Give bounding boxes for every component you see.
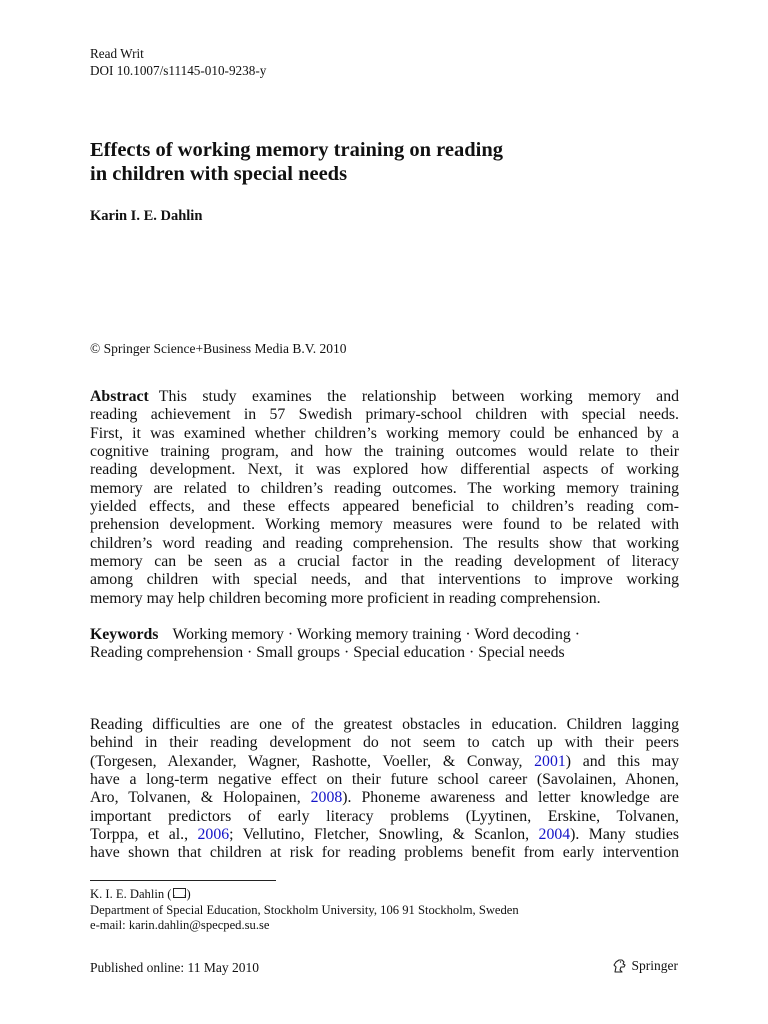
abstract-line [90,388,679,406]
body-text: ). Many studies [570,826,679,844]
keywords-line [90,626,679,644]
footnote-email: e-mail: karin.dahlin@specped.su.se [90,918,270,932]
keywords [90,626,679,663]
abstract-line: prehension development. Working memory measures were found to be related with [90,516,679,534]
keywords-label: Keywords [90,626,159,643]
journal-name: Read Writ [90,46,144,61]
footnote-author [90,887,519,903]
body-line: Reading difficulties are one of the greatest obstacles in education. Children lagging [90,716,679,733]
abstract-text: This study examines the relationship between working memory and [158,388,679,405]
abstract-label: Abstract [90,388,149,405]
copyright-notice: © Springer Science+Business Media B.V. 2010 [90,341,347,356]
abstract-line: reading development. Next, it was explored how differential aspects of working [90,461,679,479]
body-line: behind in their reading development do not seem to catch up with their peers [90,734,679,752]
footnote-divider [90,880,276,881]
abstract-line: memory may help children becoming more proficient in reading comprehension. [90,589,601,607]
title-line-1: Effects of working memory training on reading [90,139,504,161]
body-line: have a long-term negative effect on their future school career (Savolainen, Ahonen, [90,771,679,789]
keywords-line: Reading comprehension · Small groups · Special education · Special needs [90,644,565,662]
abstract-line: reading achievement in 57 Swedish primary-school children with special needs. [90,406,679,424]
body-line: important predictors of early literacy problems (Lyytinen, Erskine, Tolvanen, [90,807,679,825]
doi: DOI 10.1007/s11145-010-9238-y [90,62,267,78]
body-text: Torppa, et al., [90,826,198,844]
envelope-icon [173,888,186,898]
body-line [90,753,679,771]
citation-link[interactable]: 2004 [538,826,571,844]
body-line: have shown that children at risk for reading problems benefit from early intervention [90,844,679,862]
footnote-affiliation: Department of Special Education, Stockholm University, 106 91 Stockholm, Sweden [90,902,519,917]
body-text: (Torgesen, Alexander, Wagner, Rashotte, Voeller, & Conway, [90,752,535,770]
publisher-logo [612,958,679,974]
body-text: ; Vellutino, Fletcher, Snowling, & Scanlon, [229,826,539,844]
body-paragraph [90,716,679,863]
keywords-list: Working memory · Working memory training · Word decoding · [172,626,581,643]
abstract [90,388,679,608]
body-line [90,826,679,844]
footnote-author-name: K. I. E. Dahlin ( [90,887,172,901]
citation-link[interactable]: 2006 [197,826,230,844]
body-text: ). Phoneme awareness and letter knowledge are [342,789,679,807]
citation-link[interactable]: 2001 [534,752,566,770]
publisher-name: Springer [631,958,678,973]
abstract-line: among children with special needs, and that interventions to improve working [90,571,679,589]
abstract-line: yielded effects, and these effects appeared beneficial to children’s reading com- [90,498,679,516]
abstract-line: memory are related to children’s reading outcomes. The working memory training [90,479,679,497]
abstract-line: cognitive training program, and how the training outcomes would relate to their [90,443,679,461]
paper-title [90,138,690,186]
citation-link[interactable]: 2008 [310,789,343,807]
abstract-line: First, it was examined whether children’s working memory could be enhanced by a [90,424,679,442]
published-date: Published online: 11 May 2010 [90,960,259,975]
body-text: Aro, Tolvanen, & Holopainen, [90,789,311,807]
journal-header [90,46,266,79]
title-line-2: in children with special needs [90,163,348,185]
body-line [90,789,679,807]
springer-horse-icon [612,958,628,974]
body-text: ) and this may [565,752,680,770]
footnote-paren: ) [186,887,191,901]
author-name: Karin I. E. Dahlin [90,208,203,224]
abstract-line: memory can be seen as a crucial factor in the reading development of literacy [90,553,679,571]
abstract-line: children’s word reading and reading comprehension. The results show that working [90,534,679,552]
author-footnote [90,887,519,934]
